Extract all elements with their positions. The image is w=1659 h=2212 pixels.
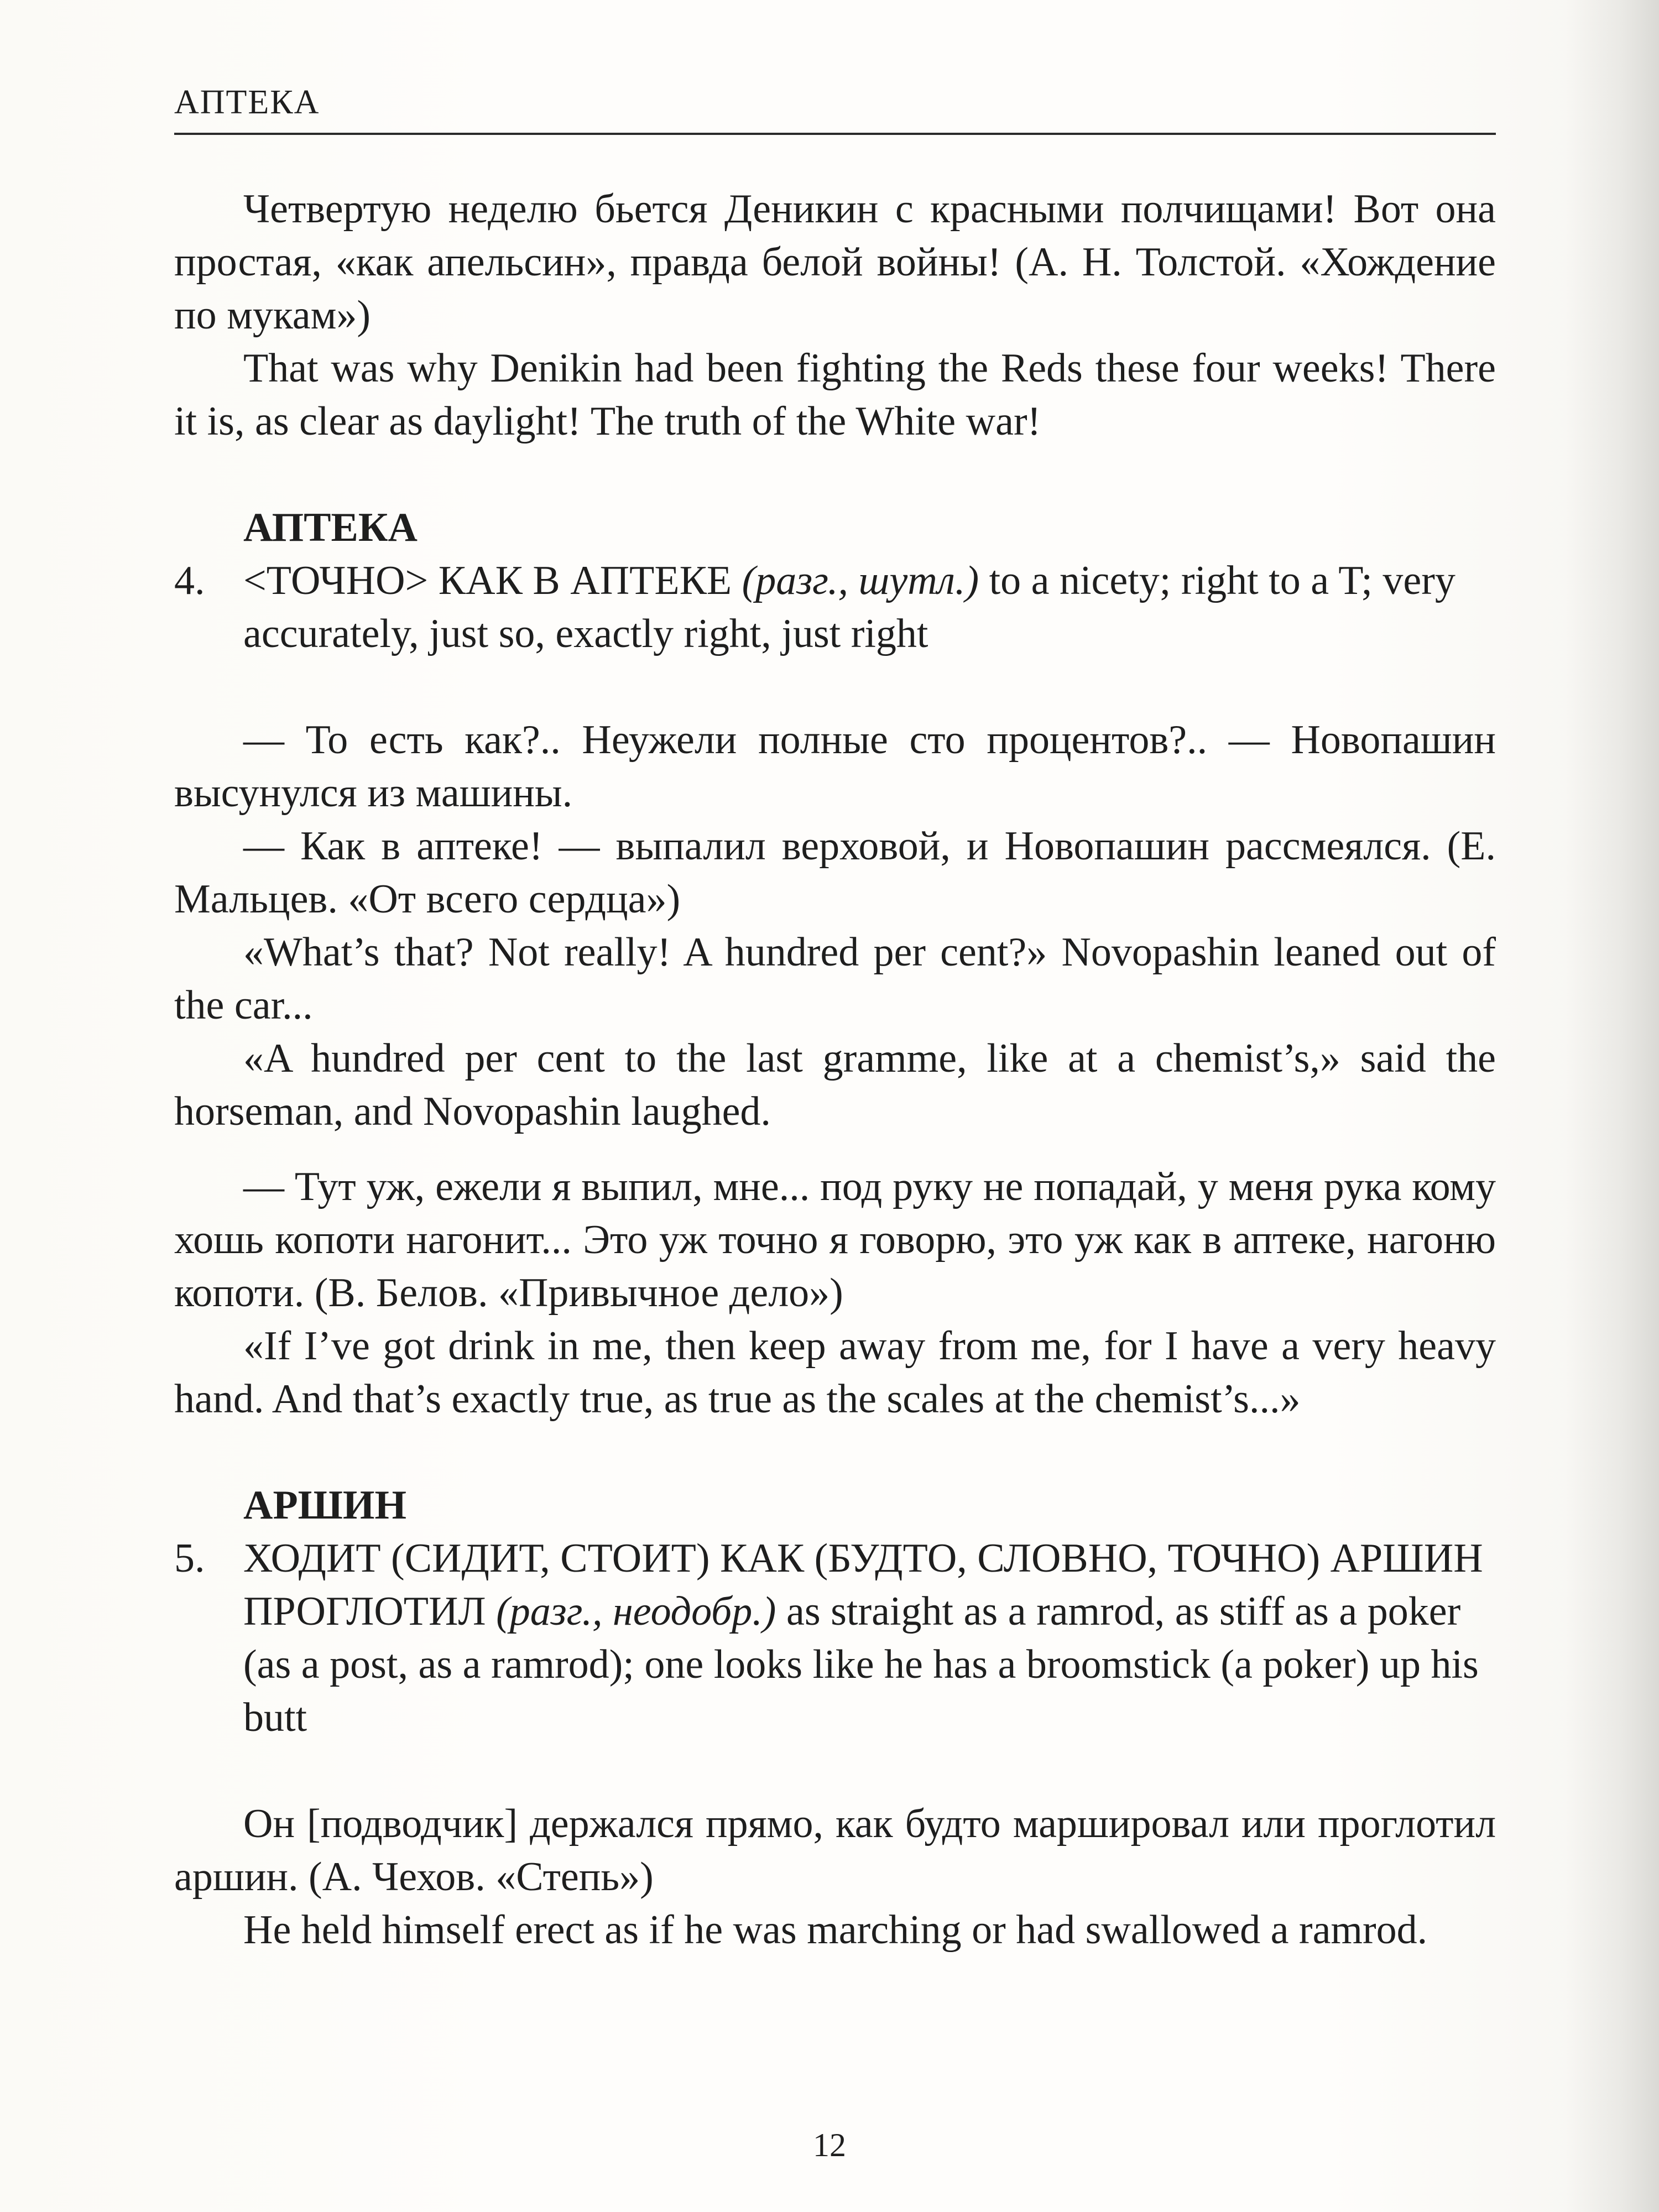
entry-number: 5. <box>174 1536 205 1581</box>
running-head: АПТЕКА <box>174 84 320 121</box>
quote-russian-belov: — Тут уж, ежели я выпил, мне... под руку не попадай, у меня рука кому хошь копоти нагонит... Это уж точно я говорю, это уж как в аптеке, нагоню копоти. (В. Белов. «Привычное дело») <box>174 1164 1496 1316</box>
entry-gloss: to a nicety; right to a T; very accurately, just so, exactly right, just right <box>243 558 1455 656</box>
spacer <box>174 1426 1496 1479</box>
quote-english-tolstoy: That was why Denikin had been fighting the Reds these four weeks! There it is, as clear as daylight! The truth of the White war! <box>174 346 1496 444</box>
page-text <box>174 182 1496 1957</box>
quote-russian-tolstoy: Четвертую неделю бьется Деникин с красными полчищами! Вот она простая, «как апельсин», правда белой войны! (А. Н. Толстой. «Хождение по мукам») <box>174 186 1496 338</box>
spacer <box>174 660 1496 713</box>
section-heading-apteka: АПТЕКА <box>243 505 418 550</box>
entry-number: 4. <box>174 558 205 603</box>
entry-5 <box>174 1532 1496 1744</box>
header-rule <box>174 133 1496 135</box>
quote-english-belov: «If I’ve got drink in me, then keep away from me, for I have a very heavy hand. And that’s exactly true, as true as the scales at the chemist’s...» <box>174 1323 1496 1422</box>
entry-usage-labels: (разг., неодобр.) <box>496 1589 776 1634</box>
spacer <box>174 1138 1496 1160</box>
spacer <box>174 448 1496 501</box>
entry-headword: <ТОЧНО> КАК В АПТЕКЕ <box>243 558 732 603</box>
quote-english-maltsev-2: «A hundred per cent to the last gramme, like at a chemist’s,» said the horseman, and Novopashin laughed. <box>174 1036 1496 1134</box>
quote-russian-maltsev-1: — То есть как?.. Неужели полные сто процентов?.. — Новопашин высунулся из машины. <box>174 717 1496 816</box>
spacer <box>174 1744 1496 1797</box>
quote-english-maltsev-1: «What’s that? Not really! A hundred per cent?» Novopashin leaned out of the car... <box>174 930 1496 1028</box>
quote-russian-maltsev-2: — Как в аптеке! — выпалил верховой, и Новопашин рассмеялся. (Е. Мальцев. «От всего сердца») <box>174 823 1496 922</box>
entry-4 <box>174 554 1496 660</box>
quote-russian-chekhov: Он [подводчик] держался прямо, как будто маршировал или проглотил аршин. (А. Чехов. «Степь») <box>174 1801 1496 1900</box>
spine-shadow <box>1565 0 1659 2212</box>
page-number: 12 <box>813 2127 846 2163</box>
entry-gloss: as straight as a ramrod, as stiff as a poker (as a post, as a ramrod); one looks like he has a broomstick (a poker) up his butt <box>243 1589 1479 1740</box>
entry-usage-labels: (разг., шутл.) <box>742 558 979 603</box>
quote-english-chekhov: He held himself erect as if he was marching or had swallowed a ramrod. <box>243 1907 1428 1953</box>
section-heading-arshin: АРШИН <box>243 1483 407 1528</box>
entry-headword: ХОДИТ (СИДИТ, СТОИТ) КАК (БУДТО, СЛОВНО, ТОЧНО) АРШИН ПРОГЛОТИЛ <box>243 1536 1483 1634</box>
